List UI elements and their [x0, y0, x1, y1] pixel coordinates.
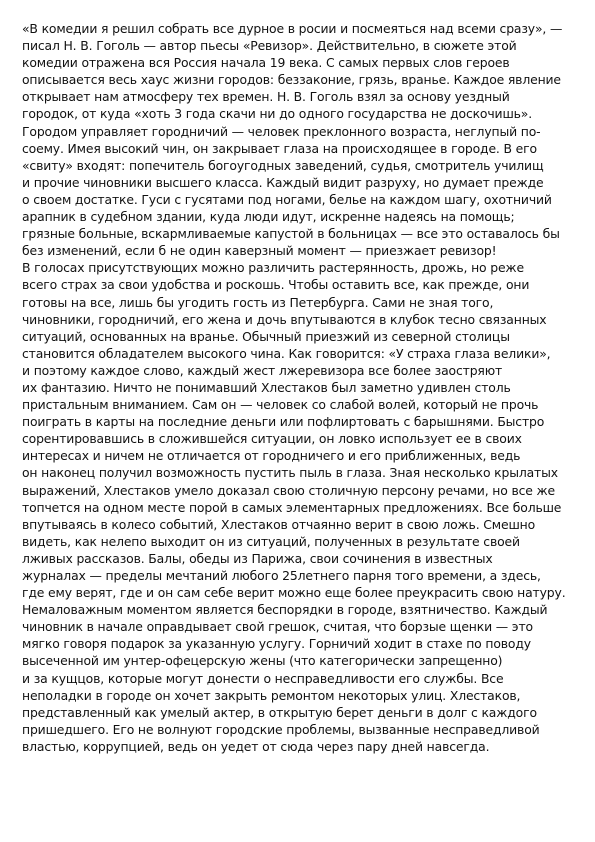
text-line: и за кущцов, которые могут донести о несправедливости его службы. Все: [22, 670, 504, 686]
text-line: представленный как умелый актер, в открытую берет деньги в долг с каждого: [22, 704, 537, 720]
text-line: о своем достатке. Гуси с гусятами под ногами, белье на каждом шагу, охотничий: [22, 191, 552, 207]
text-line: неполадки в городе он хочет закрыть ремонтом некоторых улиц. Хлестаков,: [22, 687, 521, 703]
text-line: арапник в судебном здании, куда люди идут, искренне надеясь на помощь;: [22, 209, 515, 225]
text-line: В голосах присутствующих можно различить растерянность, дрожь, но реже: [22, 260, 524, 276]
text-line: топчется на одном месте порой в самых элементарных предложениях. Все больше: [22, 499, 562, 515]
text-line: лживых рассказов. Балы, обеды из Парижа, свои сочинения в известных: [22, 550, 493, 566]
text-line: пристальным вниманием. Сам он — человек со слабой волей, который не прочь: [22, 397, 539, 413]
text-line: «свиту» входят: попечитель богоугодных заведений, судья, смотритель училищ: [22, 157, 544, 173]
text-line: видеть, как нелепо выходит он из ситуаций, полученных в результате своей: [22, 533, 520, 549]
essay-text: [22, 20, 582, 755]
text-line: Городом управляет городничий — человек преклонного возраста, неглупый по-: [22, 123, 541, 139]
text-line: соему. Имея высокий чин, он закрывает глаза на происходящее в городе. В его: [22, 140, 537, 156]
text-line: становится обладателем высокого чина. Как говорится: «У страха глаза велики»,: [22, 345, 551, 361]
text-line: и прочие чиновники высшего класса. Каждый видит разруху, но думает прежде: [22, 174, 544, 190]
text-line: без изменений, если б не один каверзный момент — приезжает ревизор!: [22, 243, 497, 259]
text-line: высеченной им унтер-офецерскую жены (что категорически запрещенно): [22, 653, 503, 669]
text-line: «В комедии я решил собрать все дурное в росии и посмеяться над всеми сразу», —: [22, 21, 563, 36]
text-line: где ему верят, где и он сам себе верит можно еще более преукрасить свою натуру.: [22, 585, 566, 601]
text-line: властью, коррупцией, ведь он уедет от сюда через пару дней навсегда.: [22, 738, 490, 754]
text-line: чиновники, городничий, его жена и дочь впутываются в клубок тесно связанных: [22, 311, 547, 327]
text-line: и поэтому каждое слово, каждый жест лжеревизора все более заостряют: [22, 362, 503, 378]
text-line: открывает нам атмосферу тех времен. Н. В. Гоголь взял за основу уездный: [22, 89, 510, 105]
text-line: ситуаций, основанных на вранье. Обычный приезжий из северной столицы: [22, 328, 510, 344]
text-line: Немаловажным моментом является беспорядки в городе, взятничество. Каждый: [22, 602, 548, 618]
text-line: сорентировавшись в сложившейся ситуации, он ловко использует ее в своих: [22, 431, 522, 447]
text-line: писал Н. В. Гоголь — автор пьесы «Ревизор». Действительно, в сюжете этой: [22, 38, 517, 54]
text-line: описывается весь хаус жизни городов: беззаконие, грязь, вранье. Каждое явление: [22, 72, 561, 88]
text-line: журналах — пределы мечтаний любого 25летнего парня того времени, а здесь,: [22, 568, 541, 583]
text-line: поиграть в карты на последние деньги или пофлиртовать с барышнями. Быстро: [22, 414, 545, 430]
text-line: интересах и ничем не отличается от городничего и его приближенных, ведь: [22, 448, 521, 464]
text-line: выражений, Хлестаков умело доказал свою столичную персону речами, но все же: [22, 482, 556, 498]
text-line: чиновник в начале оправдывает свой грешок, считая, что борзые щенки — это: [22, 619, 533, 635]
text-line: мягко говоря подарок за указанную услугу. Горничий ходит в стахе по поводу: [22, 636, 531, 652]
text-line: впутываясь в колесо событий, Хлестаков отчаянно верит в свою ложь. Смешно: [22, 516, 536, 532]
text-line: их фантазию. Ничто не понимавший Хлестаков был заметно удивлен столь: [22, 379, 511, 395]
text-line: комедии отражена вся Россия начала 19 века. С самых первых слов героев: [22, 55, 510, 71]
text-line: грязные больные, вскармливаемые капустой в больницах — все это оставалось бы: [22, 226, 560, 242]
text-line: городок, от куда «хоть 3 года скачи ни до одного государства не доскочишь».: [22, 106, 532, 122]
text-line: всего страх за свои удобства и роскошь. Чтобы оставить все, как прежде, они: [22, 277, 530, 293]
text-line: он наконец получил возможность пустить пыль в глаза. Зная несколько крылатых: [22, 465, 558, 481]
text-line: готовы на все, лишь бы угодить гость из Петербурга. Сами не зная того,: [22, 294, 494, 310]
text-line: пришедшего. Его не волнуют городские проблемы, вызванные несправедливой: [22, 721, 540, 737]
